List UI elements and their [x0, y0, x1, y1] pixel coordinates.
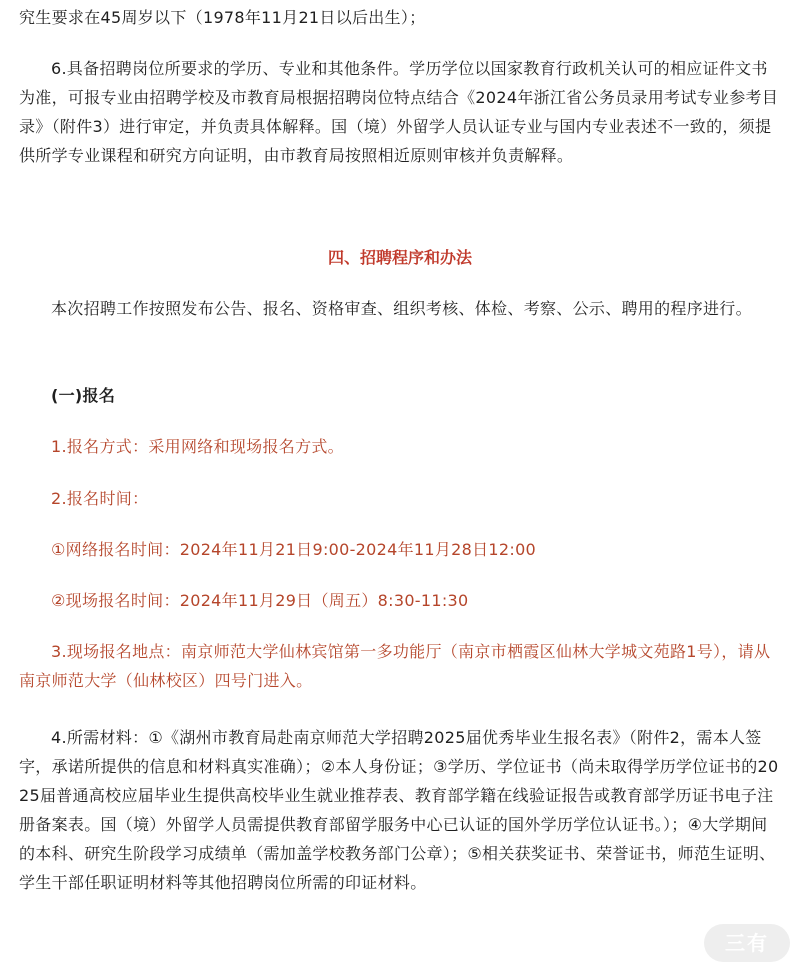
onsite-registration-time: ②现场报名时间：2024年11月29日（周五）8:30-11:30 [51, 591, 469, 610]
registration-time-label: 2.报名时间： [51, 489, 149, 508]
paragraph-age-requirement: 究生要求在45周岁以下（1978年11月21日以后出生）； [19, 8, 426, 27]
paragraph-procedure: 本次招聘工作按照发布公告、报名、资格审查、组织考核、体检、考察、公示、聘用的程序进行。 [51, 299, 752, 318]
required-materials: 4.所需材料：①《湖州市教育局赴南京师范大学招聘2025届优秀毕业生报名表》（附件2，需本人签字，承诺所提供的信息和材料真实准确）；②本人身份证；③学历、学位证书（尚未取得学历学位证书的2025届普通高校应届毕业生提供高校毕业生就业推荐表、教育部学籍在线验证报告或教育部学历证书电子注册备案表。国（境）外留学人员需提供教育部留学服务中心已认证的国外学历学位认证书。）；④大学期间的本科、研究生阶段学习成绩单（需加盖学校教务部门公章）；⑤相关获奖证书、荣誉证书，师范生证明、学生干部任职证明材料等其他招聘岗位所需的印证材料。 [19, 728, 779, 892]
paragraph-qualification: 6.具备招聘岗位所要求的学历、专业和其他条件。学历学位以国家教育行政机关认可的相应证件文书为准，可报专业由招聘学校及市教育局根据招聘岗位特点结合《2024年浙江省公务员录用考试专业参考目录》（附件3）进行审定，并负责具体解释。国（境）外留学人员认证专业与国内专业表述不一致的，须提供所学专业课程和研究方向证明，由市教育局按照相近原则审核并负责解释。 [19, 59, 779, 165]
online-registration-time: ①网络报名时间：2024年11月21日9:00-2024年11月28日12:00 [51, 540, 537, 559]
onsite-registration-location: 3.现场报名地点：南京师范大学仙林宾馆第一多功能厅（南京市栖霞区仙林大学城文苑路1号），请从南京师范大学（仙林校区）四号门进入。 [19, 642, 771, 690]
watermark-logo: 三有 [704, 924, 790, 962]
section-heading: 四、招聘程序和办法 [327, 248, 472, 267]
registration-method: 1.报名方式：采用网络和现场报名方式。 [51, 437, 344, 456]
sub-heading-registration: (一)报名 [51, 386, 116, 405]
